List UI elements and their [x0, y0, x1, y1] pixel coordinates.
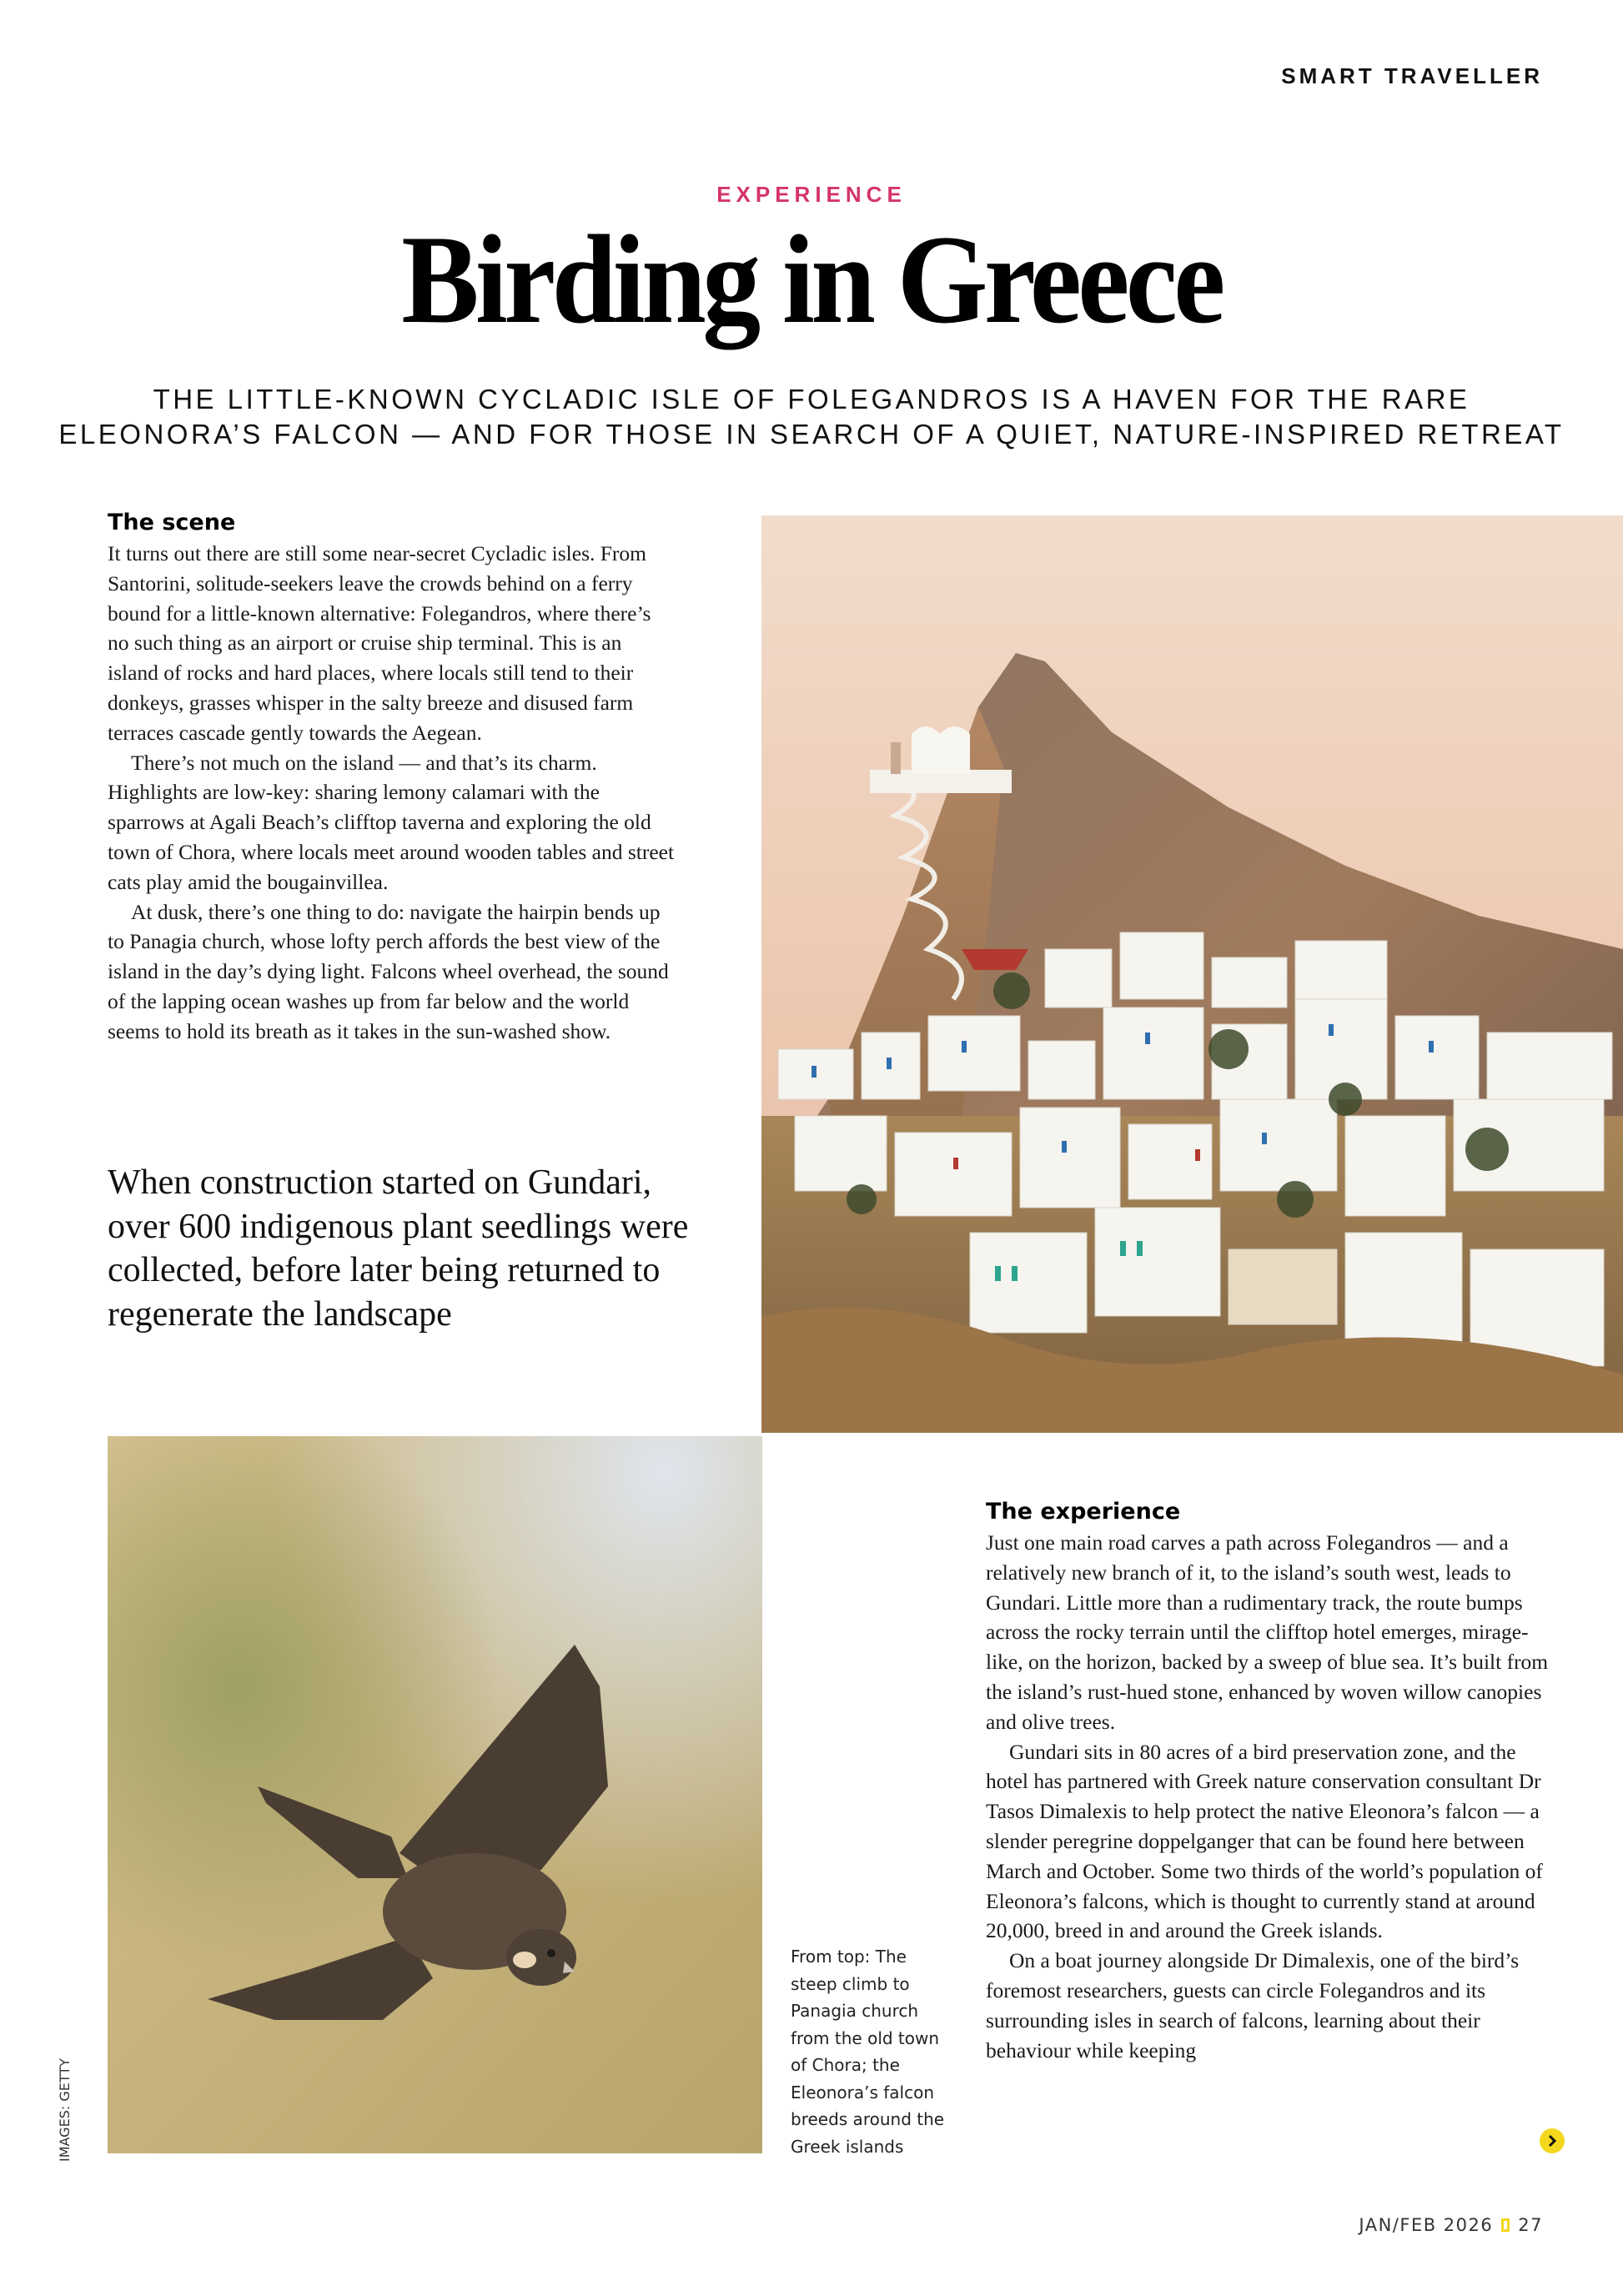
experience-body — [986, 1528, 1561, 2065]
scene-paragraph: There’s not much on the island — and that’s its charm. Highlights are low-key: sharing lemony calamari with the sparrows at Agali Beach’s clifftop taverna and exploring the old town of Chora, where locals meet around wooden tables and street cats play amid the bougainvillea. — [108, 750, 675, 894]
scene-section — [108, 507, 675, 1047]
scene-heading: The scene — [108, 510, 236, 535]
article-kicker: EXPERIENCE — [716, 182, 907, 207]
experience-heading: The experience — [986, 1499, 1181, 1525]
article-title: Birding in Greece — [401, 209, 1222, 349]
page-number: 27 — [1518, 2215, 1543, 2235]
experience-paragraph: On a boat journey alongside Dr Dimalexis, one of the bird’s foremost researchers, guests can circle Folegandros and its surrounding isles in search of falcons, learning about their behaviour while keeping — [986, 1948, 1520, 2062]
experience-section — [986, 1496, 1561, 2065]
issue-date: JAN/FEB 2026 — [1359, 2215, 1494, 2235]
experience-paragraph: Gundari sits in 80 acres of a bird preservation zone, and the hotel has partnered with Greek nature conservation consultant Dr Tasos Dimalexis to help protect the native Eleonora’s falcon — a slender peregrine doppelganger that can be found here between March and October. Some two thirds of the world’s population of Eleonora’s falcons, which is thought to currently stand at around 20,000, breed in and around the Greek islands. — [986, 1739, 1543, 1943]
standfirst-line: ELEONORA’S FALCON — AND FOR THOSE IN SEARCH OF A QUIET, NATURE-INSPIRED RETREAT — [58, 419, 1565, 450]
standfirst-line: THE LITTLE-KNOWN CYCLADIC ISLE OF FOLEGANDROS IS A HAVEN FOR THE RARE — [153, 384, 1470, 414]
photo-caption: From top: The steep climb to Panagia church from the old town of Chora; the Eleonora’s falcon breeds around the Greek islands — [791, 1947, 945, 2157]
yellow-border-logo-icon — [1501, 2218, 1510, 2232]
scene-paragraph: It turns out there are still some near-secret Cycladic isles. From Santorini, solitude-seekers leave the crowds behind on a ferry bound for a little-known alternative: Folegandros, where there’s no such thing as an airport or cruise ship terminal. This is an island of rocks and hard places, where locals still tend to their donkeys, grasses whisper in the salty breeze and disused farm terraces cascade gently towards the Aegean. — [108, 541, 651, 745]
image-credit: IMAGES: GETTY — [57, 2058, 73, 2162]
scene-paragraph: At dusk, there’s one thing to do: navigate the hairpin bends up to Panagia church, whose lofty perch affords the best view of the island in the day’s dying light. Falcons wheel overhead, the sound of the lapping ocean washes up from far below and the world seems to hold its breath as it takes in the sun-washed show. — [108, 899, 669, 1043]
pull-quote: When construction started on Gundari, over 600 indigenous plant seedlings were collected, before later being returned to regenerate the landscape — [108, 1163, 689, 1334]
scene-body — [108, 539, 675, 1047]
article-standfirst — [0, 382, 1623, 452]
experience-paragraph: Just one main road carves a path across Folegandros — and a relatively new branch of it, to the island’s south west, leads to Gundari. Little more than a rudimentary track, the route bumps across the rocky terrain until the clifftop hotel emerges, mirage-like, on the horizon, backed by a sweep of blue sea. It’s built from the island’s rust-hued stone, enhanced by woven willow canopies and olive trees. — [986, 1530, 1549, 1734]
chevron-right-icon — [1546, 2134, 1558, 2148]
photo-eleonoras-falcon — [108, 1436, 762, 2153]
photo-chora-panagia — [761, 515, 1623, 1433]
page-footer — [1359, 2215, 1543, 2235]
continue-arrow-button[interactable] — [1540, 2128, 1565, 2153]
section-label: SMART TRAVELLER — [1281, 63, 1543, 88]
